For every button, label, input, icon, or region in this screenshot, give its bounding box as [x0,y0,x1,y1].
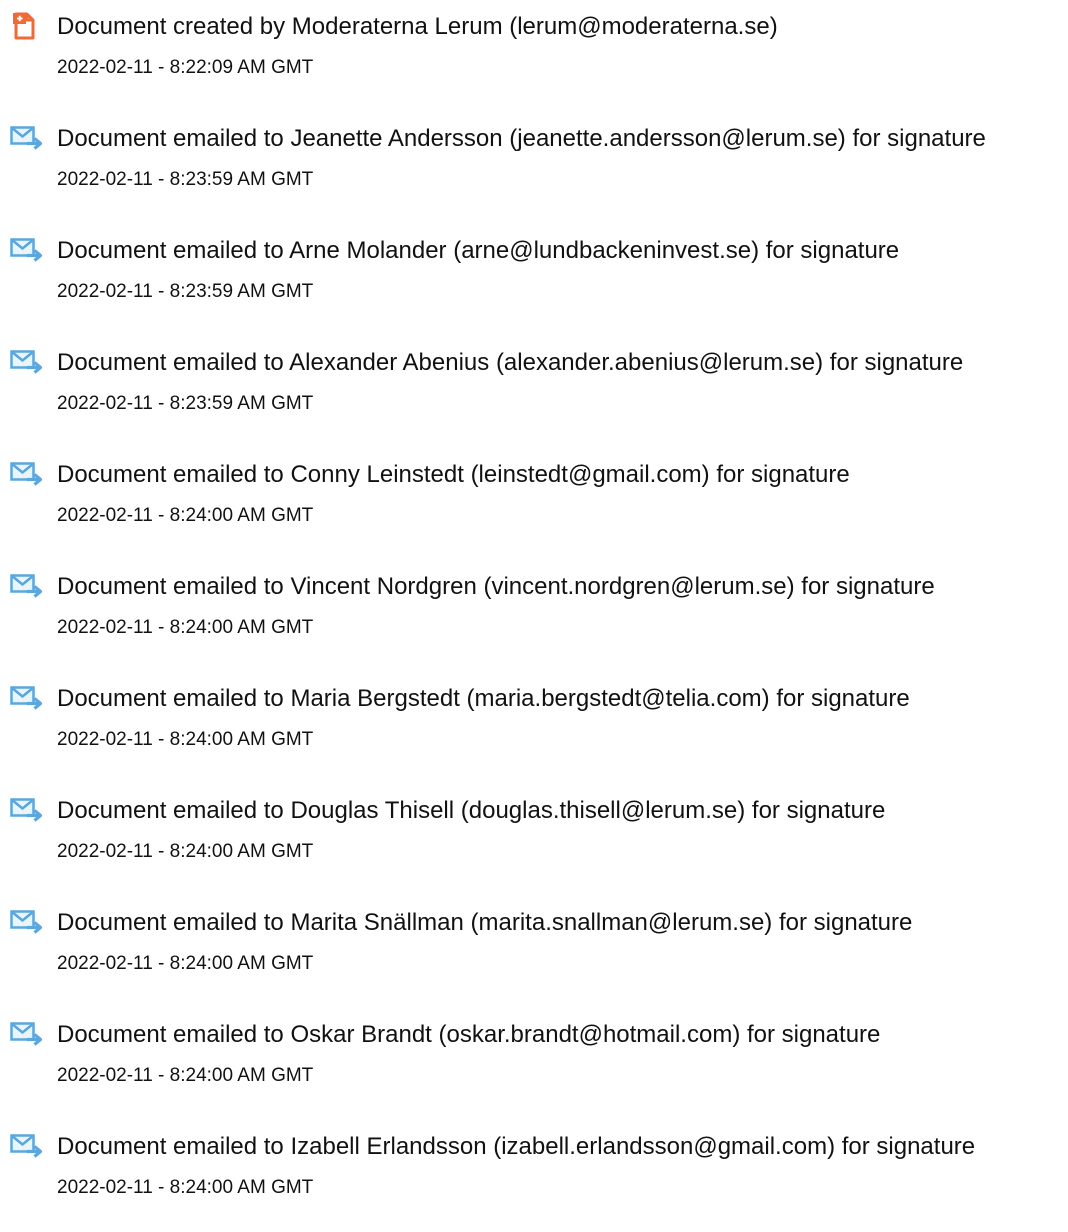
entry-description: Document emailed to Marita Snällman (marita.snallman@lerum.se) for signature [57,909,913,936]
email-sent-icon [10,459,44,489]
entry-description: Document emailed to Oskar Brandt (oskar.brandt@hotmail.com) for signature [57,1021,881,1048]
email-sent-icon [10,1131,44,1161]
email-sent-icon [10,347,44,377]
audit-entry [0,336,1068,448]
audit-entry [0,560,1068,672]
entry-description: Document emailed to Conny Leinstedt (leinstedt@gmail.com) for signature [57,461,850,488]
entry-timestamp: 2022-02-11 - 8:24:00 AM GMT [57,729,314,750]
entry-timestamp: 2022-02-11 - 8:23:59 AM GMT [57,393,314,414]
audit-entry [0,1120,1068,1232]
entry-description: Document created by Moderaterna Lerum (lerum@moderaterna.se) [57,13,778,40]
entry-timestamp: 2022-02-11 - 8:24:00 AM GMT [57,841,314,862]
audit-entry [0,448,1068,560]
audit-entry [0,1008,1068,1120]
entry-description: Document emailed to Vincent Nordgren (vincent.nordgren@lerum.se) for signature [57,573,935,600]
entry-timestamp: 2022-02-11 - 8:24:00 AM GMT [57,1065,314,1086]
audit-entry [0,896,1068,1008]
entry-timestamp: 2022-02-11 - 8:22:09 AM GMT [57,57,314,78]
audit-entry [0,224,1068,336]
email-sent-icon [10,683,44,713]
audit-entry [0,112,1068,224]
entry-description: Document emailed to Douglas Thisell (douglas.thisell@lerum.se) for signature [57,797,886,824]
email-sent-icon [10,1019,44,1049]
entry-timestamp: 2022-02-11 - 8:24:00 AM GMT [57,617,314,638]
entry-description: Document emailed to Maria Bergstedt (maria.bergstedt@telia.com) for signature [57,685,910,712]
entry-description: Document emailed to Izabell Erlandsson (izabell.erlandsson@gmail.com) for signature [57,1133,976,1160]
audit-entry [0,0,1068,112]
entry-timestamp: 2022-02-11 - 8:24:00 AM GMT [57,505,314,526]
document-created-icon [10,11,44,41]
audit-entry [0,672,1068,784]
entry-description: Document emailed to Arne Molander (arne@lundbackeninvest.se) for signature [57,237,900,264]
audit-entry [0,784,1068,896]
entry-timestamp: 2022-02-11 - 8:23:59 AM GMT [57,281,314,302]
entry-timestamp: 2022-02-11 - 8:24:00 AM GMT [57,1177,314,1198]
entry-description: Document emailed to Jeanette Andersson (jeanette.andersson@lerum.se) for signature [57,125,986,152]
entry-description: Document emailed to Alexander Abenius (alexander.abenius@lerum.se) for signature [57,349,964,376]
email-sent-icon [10,123,44,153]
email-sent-icon [10,907,44,937]
email-sent-icon [10,235,44,265]
entry-timestamp: 2022-02-11 - 8:23:59 AM GMT [57,169,314,190]
email-sent-icon [10,571,44,601]
email-sent-icon [10,795,44,825]
entry-timestamp: 2022-02-11 - 8:24:00 AM GMT [57,953,314,974]
